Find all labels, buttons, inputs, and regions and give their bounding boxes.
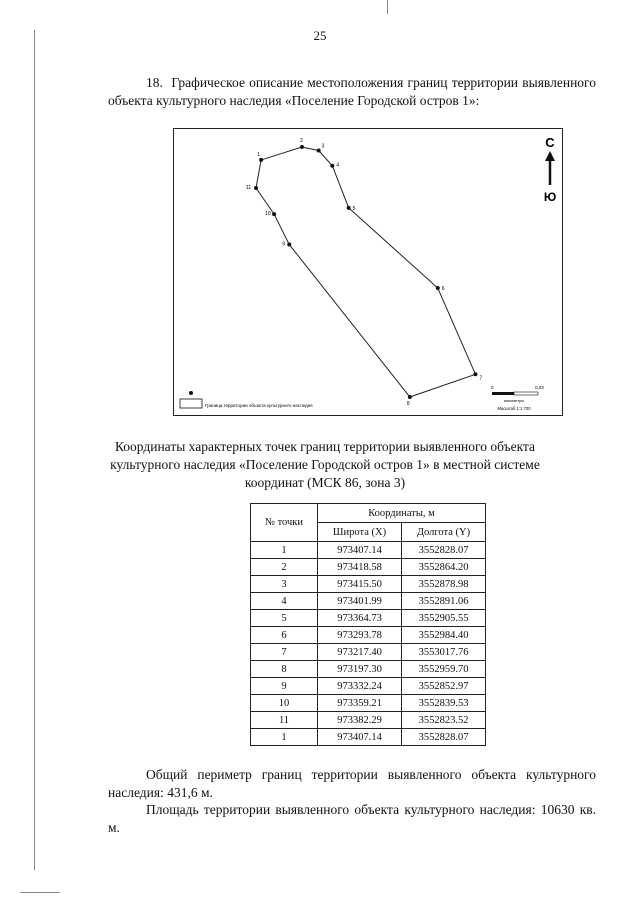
cell-x: 973401.99 xyxy=(318,593,402,610)
table-row xyxy=(251,678,486,695)
header-coordinates: Координаты, м xyxy=(318,504,486,523)
header-latitude-x: Широта (X) xyxy=(318,523,402,542)
boundary-point-marker xyxy=(254,186,258,190)
boundary-point-label: 10 xyxy=(265,211,271,218)
coordinates-title: Координаты характерных точек границ территории выявленного объекта культурного наследия «Поселение Городской остров 1» в местной системе координат (МСК 86, зона 3) xyxy=(110,439,540,490)
boundary-map xyxy=(173,128,563,416)
table-row xyxy=(251,610,486,627)
area-text: Площадь территории выявленного объекта культурного наследия: 10630 кв. м. xyxy=(108,802,596,835)
cell-x: 973407.14 xyxy=(318,729,402,746)
cell-y: 3553017.76 xyxy=(402,644,486,661)
cell-y: 3552984.40 xyxy=(402,627,486,644)
scale-unit: километры xyxy=(503,398,525,403)
scan-edge-bottom-mark xyxy=(20,892,60,893)
scale-end: 0,03 xyxy=(535,385,544,390)
cell-y: 3552828.07 xyxy=(402,542,486,559)
cell-point: 1 xyxy=(251,729,318,746)
cell-y: 3552878.98 xyxy=(402,576,486,593)
cell-point: 1 xyxy=(251,542,318,559)
table-row xyxy=(251,542,486,559)
cell-y: 3552852.97 xyxy=(402,678,486,695)
boundary-point-label: 9 xyxy=(282,241,286,248)
cell-x: 973293.78 xyxy=(318,627,402,644)
cell-point: 4 xyxy=(251,593,318,610)
north-label: С xyxy=(545,135,555,150)
boundary-point-marker xyxy=(272,212,276,216)
cell-point: 8 xyxy=(251,661,318,678)
boundary-points xyxy=(246,138,482,407)
section-heading xyxy=(108,74,596,110)
boundary-point-label: 11 xyxy=(246,185,252,192)
cell-x: 973415.50 xyxy=(318,576,402,593)
page-number: 25 xyxy=(313,28,327,43)
boundary-point-label: 8 xyxy=(406,401,410,407)
boundary-point-label: 7 xyxy=(479,375,483,382)
cell-y: 3552891.06 xyxy=(402,593,486,610)
cell-point: 6 xyxy=(251,627,318,644)
legend-text: Граница территории объекта культурного наследия xyxy=(205,403,313,408)
cell-y: 3552959.70 xyxy=(402,661,486,678)
boundary-point-label: 1 xyxy=(257,151,260,158)
cell-x: 973418.58 xyxy=(318,559,402,576)
boundary-point-label: 5 xyxy=(352,205,356,212)
cell-point: 2 xyxy=(251,559,318,576)
boundary-point-marker xyxy=(436,286,440,290)
cell-point: 3 xyxy=(251,576,318,593)
boundary-outline xyxy=(256,147,475,397)
header-longitude-y: Долгота (Y) xyxy=(402,523,486,542)
cell-x: 973407.14 xyxy=(318,542,402,559)
cell-y: 3552828.07 xyxy=(402,729,486,746)
cell-y: 3552864.20 xyxy=(402,559,486,576)
cell-point: 5 xyxy=(251,610,318,627)
scale-ratio: Масштаб 1:1 700 xyxy=(497,406,531,411)
south-label: Ю xyxy=(543,190,557,204)
boundary-point-marker xyxy=(473,372,477,376)
cell-x: 973332.24 xyxy=(318,678,402,695)
cell-x: 973217.40 xyxy=(318,644,402,661)
boundary-point-marker xyxy=(347,206,351,210)
header-point-number: № точки xyxy=(251,504,318,542)
cell-y: 3552823.52 xyxy=(402,712,486,729)
boundary-point-marker xyxy=(287,243,291,247)
scan-edge-left xyxy=(34,30,35,870)
cell-point: 10 xyxy=(251,695,318,712)
cell-y: 3552839.53 xyxy=(402,695,486,712)
scale-start: 0 xyxy=(491,385,494,390)
boundary-point-marker xyxy=(408,395,412,399)
scale-bar xyxy=(491,385,544,411)
boundary-map-drawing xyxy=(174,129,561,414)
cell-x: 973359.21 xyxy=(318,695,402,712)
table-row xyxy=(251,729,486,746)
boundary-point-marker xyxy=(259,158,263,162)
cell-x: 973382.29 xyxy=(318,712,402,729)
boundary-point-label: 3 xyxy=(321,143,325,150)
table-row xyxy=(251,593,486,610)
table-row xyxy=(251,695,486,712)
cell-point: 9 xyxy=(251,678,318,695)
table-row xyxy=(251,576,486,593)
boundary-point-marker xyxy=(317,148,321,152)
section-number: 18. xyxy=(146,75,163,90)
legend-point-icon xyxy=(189,391,193,395)
boundary-point-label: 2 xyxy=(299,138,303,144)
boundary-point-marker xyxy=(300,145,304,149)
boundary-point-label: 4 xyxy=(336,162,340,169)
boundary-point-marker xyxy=(330,164,334,168)
section-text: Графическое описание местоположения границ территории выявленного объекта культурного наследия «Поселение Городской остров 1»: xyxy=(108,75,597,108)
perimeter-text: Общий периметр границ территории выявленного объекта культурного наследия: 431,6 м. xyxy=(108,767,596,800)
scan-edge-top-mark xyxy=(387,0,388,14)
boundary-polygon xyxy=(256,147,475,397)
table-row xyxy=(251,644,486,661)
coordinates-table xyxy=(250,503,486,746)
table-row xyxy=(251,559,486,576)
boundary-point-label: 6 xyxy=(441,285,445,292)
cell-point: 11 xyxy=(251,712,318,729)
table-row xyxy=(251,627,486,644)
cell-x: 973197.30 xyxy=(318,661,402,678)
table-row xyxy=(251,712,486,729)
cell-x: 973364.73 xyxy=(318,610,402,627)
cell-y: 3552905.55 xyxy=(402,610,486,627)
map-legend xyxy=(180,391,313,408)
table-row xyxy=(251,661,486,678)
legend-boundary-swatch xyxy=(180,399,202,408)
north-arrow-icon xyxy=(544,135,556,204)
cell-point: 7 xyxy=(251,644,318,661)
